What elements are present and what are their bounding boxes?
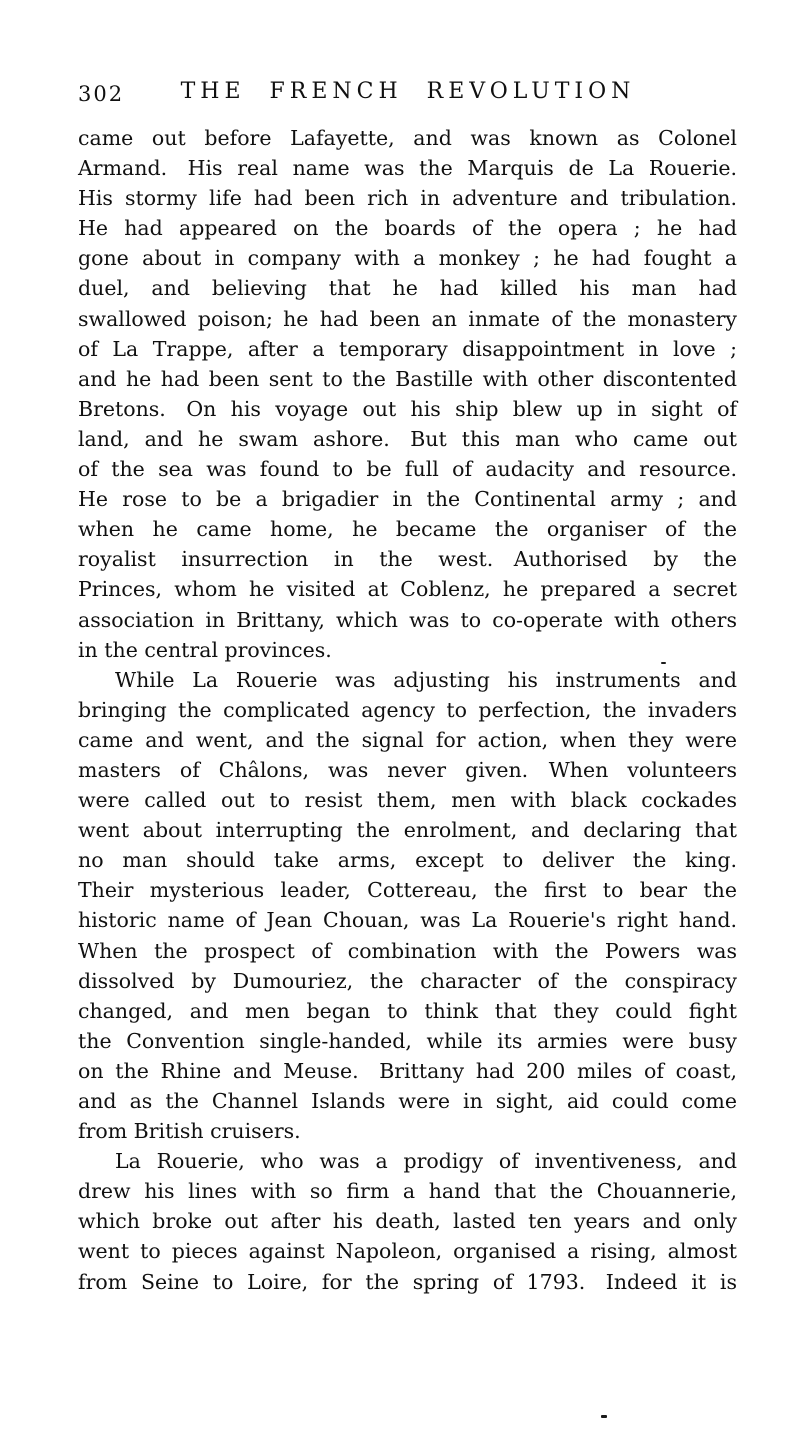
text-line: no man should take arms, except to deliver the king. (78, 848, 737, 873)
text-line: in the central provinces. (78, 637, 332, 662)
text-line: duel, and believing that he had killed his man had (78, 276, 737, 301)
text-line: dissolved by Dumouriez, the character of the conspiracy (78, 968, 737, 993)
text-line: of the sea was found to be full of audacity and resource. (78, 457, 737, 482)
text-line: Princes, whom he visited at Coblenz, he prepared a secret (78, 577, 737, 602)
text-line: when he came home, he became the organiser of the (78, 517, 737, 542)
running-title: THE FRENCH REVOLUTION (180, 79, 636, 104)
text-line: came out before Lafayette, and was known as Colonel (78, 126, 737, 150)
text-line: land, and he swam ashore. But this man who came out (78, 426, 737, 451)
text-line: drew his lines with so firm a hand that the Chouannerie, (78, 1179, 737, 1204)
text-line: He had appeared on the boards of the opera ; he had (78, 216, 737, 241)
text-line: His stormy life had been rich in adventure and tribulation. (78, 186, 737, 211)
ink-speck (661, 662, 666, 664)
text-line: and as the Channel Islands were in sight, aid could come (78, 1089, 737, 1113)
text-line: gone about in company with a monkey ; he had fought a (78, 246, 737, 271)
text-line: of La Trappe, after a temporary disappointment in love ; (78, 336, 737, 361)
text-line: While La Rouerie was adjusting his instruments and (115, 667, 737, 692)
text-line: masters of Châlons, was never given. When volunteers (78, 757, 737, 782)
text-line: went about interrupting the enrolment, and declaring that (78, 818, 737, 843)
text-line: went to pieces against Napoleon, organised a rising, almost (78, 1239, 737, 1264)
text-line: came and went, and the signal for action, when they were (78, 727, 737, 752)
text-line: royalist insurrection in the west. Authorised by the (78, 547, 737, 572)
text-line: swallowed poison; he had been an inmate of the monastery (78, 306, 737, 331)
text-line: He rose to be a brigadier in the Continental army ; and (78, 487, 737, 512)
text-line: Bretons. On his voyage out his ship blew up in sight of (78, 396, 737, 421)
text-line: from British cruisers. (78, 1119, 301, 1144)
page-header (78, 79, 738, 109)
text-line: and he had been sent to the Bastille with other discontented (78, 366, 737, 391)
text-line: changed, and men began to think that they could fight (78, 998, 737, 1023)
ink-speck (601, 1415, 607, 1418)
page-body (78, 123, 737, 1297)
text-line: which broke out after his death, lasted ten years and only (78, 1209, 737, 1234)
text-line: were called out to resist them, men with black cockades (78, 788, 737, 813)
text-line: the Convention single-handed, while its armies were busy (78, 1028, 737, 1053)
text-line: association in Brittany, which was to co-operate with others (78, 607, 737, 632)
text-line: La Rouerie, who was a prodigy of inventiveness, and (115, 1149, 737, 1174)
paragraph-3 (78, 1146, 737, 1296)
page-number: 302 (78, 82, 125, 106)
text-line: Their mysterious leader, Cottereau, the first to bear the (78, 878, 737, 903)
text-line: Armand. His real name was the Marquis de La Rouerie. (78, 156, 737, 181)
paragraph-1 (78, 123, 737, 665)
text-line: bringing the complicated agency to perfection, the invaders (78, 697, 737, 722)
text-line: When the prospect of combination with the Powers was (78, 938, 737, 963)
text-line: historic name of Jean Chouan, was La Rouerie's right hand. (78, 908, 737, 933)
text-line: on the Rhine and Meuse. Brittany had 200 miles of coast, (78, 1058, 737, 1083)
text-line: from Seine to Loire, for the spring of 1793. Indeed it is (78, 1269, 737, 1294)
paragraph-2 (78, 665, 737, 1147)
